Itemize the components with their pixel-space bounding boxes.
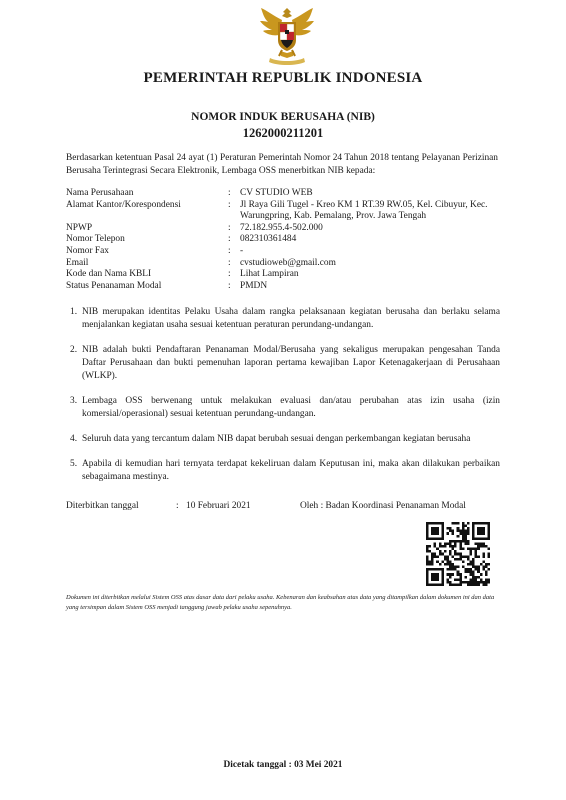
issued-by: Oleh : Badan Koordinasi Penanaman Modal <box>300 501 466 511</box>
detail-row-email <box>66 258 502 270</box>
detail-row-fax <box>66 246 502 258</box>
issued-separator: : <box>176 501 179 511</box>
detail-separator: : <box>228 280 231 291</box>
provision-number: 3. <box>70 396 78 406</box>
detail-separator: : <box>228 257 231 268</box>
detail-label: Nama Perusahaan <box>66 188 134 198</box>
provision-text: NIB merupakan identitas Pelaku Usaha dalam rangka pelaksanaan kegiatan berusaha dan berlaku selama menjalankan kegiatan usaha sesuai ketentuan peraturan perundang-undangan. <box>82 307 500 330</box>
provision-item <box>66 344 500 383</box>
detail-row-phone <box>66 234 502 246</box>
detail-value: 082310361484 <box>240 234 297 245</box>
provision-number: 5. <box>70 459 78 469</box>
detail-label: Alamat Kantor/Korespondensi <box>66 199 181 210</box>
detail-separator: : <box>228 245 231 256</box>
printed-date: Dicetak tanggal : 03 Mei 2021 <box>223 760 343 770</box>
document-title: NOMOR INDUK BERUSAHA (NIB) <box>191 111 375 123</box>
detail-row-kbli <box>66 269 502 281</box>
issued-label: Diterbitkan tanggal <box>66 501 139 511</box>
provision-text: Seluruh data yang tercantum dalam NIB dapat berubah sesuai dengan perkembangan kegiatan berusaha <box>82 434 471 444</box>
detail-label: Status Penanaman Modal <box>66 280 162 291</box>
garuda-emblem-icon <box>258 6 316 66</box>
detail-row-address <box>66 200 502 223</box>
provision-text: Apabila di kemudian hari ternyata terdapat kekeliruan dalam Keputusan ini, maka akan dilakukan perbaikan sebagaimana mestinya. <box>82 459 500 482</box>
detail-label: NPWP <box>66 222 93 233</box>
qr-code-icon <box>426 522 490 586</box>
detail-value: - <box>240 245 244 256</box>
detail-value: Lihat Lampiran <box>240 269 299 280</box>
government-title: PEMERINTAH REPUBLIK INDONESIA <box>143 70 423 86</box>
provision-item <box>66 306 500 332</box>
intro-paragraph: Berdasarkan ketentuan Pasal 24 ayat (1) Peraturan Pemerintah Nomor 24 Tahun 2018 tentang Pelayanan Perizinan Berusaha Terintegrasi Secara Elektronik, Lembaga OSS menerbitkan NIB kepada: <box>66 153 498 176</box>
detail-separator: : <box>228 199 231 210</box>
detail-label: Kode dan Nama KBLI <box>66 269 152 280</box>
detail-separator: : <box>228 269 231 280</box>
nib-number: 1262000211201 <box>242 126 324 140</box>
detail-value: CV STUDIO WEB <box>240 188 313 198</box>
detail-row-investment-status <box>66 281 502 293</box>
provisions-list <box>66 306 500 484</box>
provision-item <box>66 433 500 446</box>
provision-number: 1. <box>70 307 78 317</box>
detail-separator: : <box>228 188 231 198</box>
detail-value: cvstudioweb@gmail.com <box>240 257 336 268</box>
detail-value: PMDN <box>240 280 268 291</box>
detail-separator: : <box>228 234 231 245</box>
provision-text: Lembaga OSS berwenang untuk melakukan evaluasi dan/atau perubahan atas izin usaha (izin komersial/operasional) sesuai ketentuan perundang-undangan. <box>82 396 500 419</box>
provision-number: 4. <box>70 434 78 444</box>
detail-value: Jl Raya Gili Tugel - Kreo KM 1 RT.39 RW.05, Kel. Cibuyur, Kec. Warungpring, Kab. Pemalang, Prov. Jawa Tengah <box>240 199 488 222</box>
disclaimer-footnote: Dokumen ini diterbitkan melalui Sistem OSS atas dasar data dari pelaku usaha. Kebenaran dan keabsahan atas data yang ditampilkan dalam dokumen ini dan data yang tersimpan dalam Sistem OSS menjadi tanggung jawab pelaku usaha sepenuhnya. <box>66 594 495 611</box>
provision-item <box>66 458 500 484</box>
detail-value: 72.182.955.4-502.000 <box>240 222 323 233</box>
provision-number: 2. <box>70 345 78 355</box>
detail-label: Nomor Fax <box>66 245 109 256</box>
provision-text: NIB adalah bukti Pendaftaran Penanaman Modal/Berusaha yang sekaligus merupakan pengesahan Tanda Daftar Perusahaan dan bukti pemenuhan laporan pertama kewajiban Lapor Ketenagakerjaan di Perusahaan (WLKP). <box>82 345 500 381</box>
company-details <box>66 188 502 292</box>
issued-date: 10 Februari 2021 <box>186 501 251 511</box>
detail-separator: : <box>228 222 231 233</box>
detail-label: Nomor Telepon <box>66 234 125 245</box>
provision-item <box>66 395 500 421</box>
detail-label: Email <box>66 257 89 268</box>
detail-row-company-name <box>66 188 502 200</box>
detail-row-npwp <box>66 223 502 235</box>
